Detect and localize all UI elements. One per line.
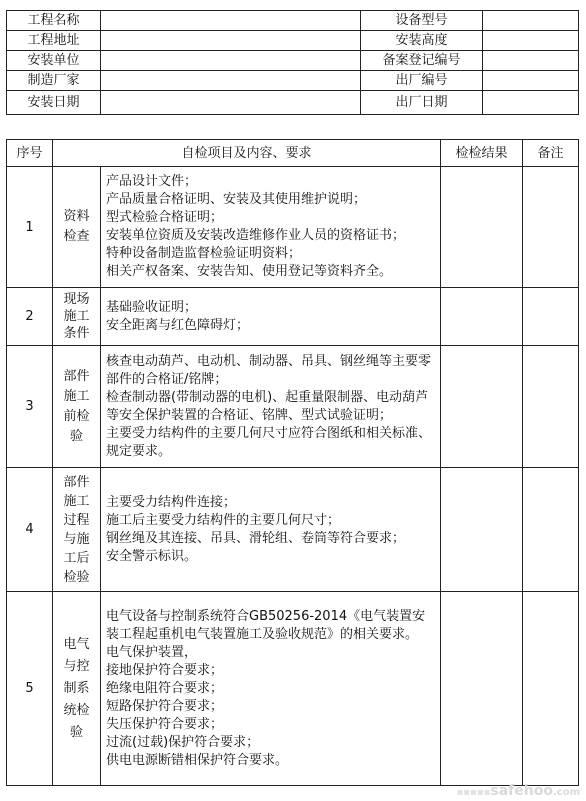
category-line: 验 — [69, 428, 83, 444]
equipment-model-label: 设备型号 — [361, 11, 483, 31]
equipment-model-value[interactable] — [483, 11, 579, 31]
category-line: 制系 — [63, 680, 90, 696]
install-unit-label: 安装单位 — [7, 51, 101, 71]
row-content — [101, 592, 441, 786]
row-category — [53, 167, 101, 288]
row-content — [101, 346, 441, 468]
header-row — [7, 31, 579, 51]
content-line: 特种设备制造监督检验证明资料； — [106, 246, 302, 261]
content-line: 钢丝绳及其连接、吊具、滑轮组、卷筒等符合要求； — [106, 530, 406, 546]
header-table — [6, 10, 579, 115]
col-result-header: 检检结果 — [441, 140, 523, 167]
row-result-cell[interactable] — [441, 468, 523, 592]
row-seq: 5 — [7, 592, 53, 786]
watermark-text: safehoo — [490, 783, 553, 799]
registration-number-value[interactable] — [483, 51, 579, 71]
install-unit-value[interactable] — [101, 51, 361, 71]
category-line: 施工 — [63, 309, 90, 324]
col-seq-header: 序号 — [7, 140, 53, 167]
factory-date-value[interactable] — [483, 91, 579, 115]
category-line: 资料 — [63, 209, 90, 224]
content-line: 主要受力结构件的主要几何尺寸应符合图纸和相关标准、规定要求。 — [106, 425, 432, 459]
content-line: 绝缘电阻符合要求； — [106, 680, 224, 696]
row-seq: 4 — [7, 468, 53, 592]
content-line: 短路保护符合要求； — [106, 698, 224, 714]
row-content — [101, 288, 441, 346]
content-line: 核查电动葫芦、电动机、制动器、吊具、钢丝绳等主要零部件的合格证/铭牌； — [106, 353, 432, 387]
category-line: 部件 — [63, 368, 90, 384]
factory-date-label: 出厂日期 — [361, 91, 483, 115]
factory-number-label: 出厂编号 — [361, 71, 483, 91]
category-line: 施工 — [63, 493, 90, 509]
inspection-table — [6, 139, 579, 786]
watermark-logo — [457, 783, 581, 799]
install-height-label: 安装高度 — [361, 31, 483, 51]
project-address-label: 工程地址 — [7, 31, 101, 51]
category-line: 条件 — [63, 326, 90, 341]
category-line: 部件 — [63, 474, 90, 490]
install-height-value[interactable] — [483, 31, 579, 51]
watermark-suffix: .com — [552, 787, 580, 798]
content-line: 接地保护符合要求； — [106, 662, 224, 678]
registration-number-label: 备案登记编号 — [361, 51, 483, 71]
col-item-header: 自检项目及内容、要求 — [53, 140, 441, 167]
row-seq: 2 — [7, 288, 53, 346]
row-note-cell[interactable] — [523, 592, 579, 786]
row-note-cell[interactable] — [523, 167, 579, 288]
category-line: 工后 — [63, 550, 90, 566]
row-note-cell[interactable] — [523, 346, 579, 468]
content-line: 检查制动器(带制动器的电机)、起重量限制器、电动葫芦等安全保护装置的合格证、铭牌、型式试验证明； — [106, 389, 429, 423]
project-name-value[interactable] — [101, 11, 361, 31]
project-name-label: 工程名称 — [7, 11, 101, 31]
header-row — [7, 11, 579, 31]
category-line: 统检 — [63, 702, 90, 718]
content-line: 失压保护符合要求； — [106, 716, 224, 732]
watermark-dots: ▪▪▪▪▪ — [456, 787, 491, 798]
content-line: 产品质量合格证明、安装及其使用维护说明； — [106, 192, 367, 207]
manufacturer-value[interactable] — [101, 71, 361, 91]
category-line: 前检 — [63, 408, 90, 424]
header-row — [7, 71, 579, 91]
header-row — [7, 51, 579, 71]
content-line: 施工后主要受力结构件的主要几何尺寸； — [106, 512, 341, 528]
category-line: 现场 — [63, 292, 90, 307]
factory-number-value[interactable] — [483, 71, 579, 91]
row-category — [53, 346, 101, 468]
install-date-label: 安装日期 — [7, 91, 101, 115]
content-line: 相关产权备案、安装告知、使用登记等资料齐全。 — [106, 264, 393, 279]
content-line: 供电电源断错相保护符合要求。 — [106, 752, 289, 768]
category-line: 与施 — [63, 531, 90, 547]
table-row — [7, 167, 579, 288]
table-row — [7, 288, 579, 346]
content-line: 主要受力结构件连接； — [106, 494, 237, 510]
content-line: 型式检验合格证明； — [106, 210, 224, 225]
header-row — [7, 91, 579, 115]
category-line: 过程 — [63, 512, 90, 528]
content-line: 电气设备与控制系统符合GB50256-2014《电气装置安装工程起重机电气装置施工及验收规范》的相关要求。 — [106, 608, 426, 642]
category-line: 验 — [69, 724, 83, 740]
row-result-cell[interactable] — [441, 288, 523, 346]
row-content — [101, 468, 441, 592]
category-line: 检验 — [63, 569, 90, 585]
row-result-cell[interactable] — [441, 167, 523, 288]
content-line: 安全距离与红色障碍灯； — [106, 317, 250, 333]
category-line: 电气 — [63, 636, 90, 652]
row-content — [101, 167, 441, 288]
category-line: 与控 — [63, 658, 90, 674]
row-note-cell[interactable] — [523, 288, 579, 346]
row-seq: 3 — [7, 346, 53, 468]
manufacturer-label: 制造厂家 — [7, 71, 101, 91]
install-date-value[interactable] — [101, 91, 361, 115]
col-note-header: 备注 — [523, 140, 579, 167]
table-row — [7, 468, 579, 592]
row-note-cell[interactable] — [523, 468, 579, 592]
content-line: 安全警示标识。 — [106, 548, 198, 564]
column-header-row — [7, 140, 579, 167]
row-result-cell[interactable] — [441, 592, 523, 786]
row-result-cell[interactable] — [441, 346, 523, 468]
category-line: 施工 — [63, 388, 90, 404]
project-address-value[interactable] — [101, 31, 361, 51]
row-seq: 1 — [7, 167, 53, 288]
content-line: 安装单位资质及安装改造维修作业人员的资格证书； — [106, 228, 406, 243]
content-line: 电气保护装置， — [106, 644, 198, 660]
row-category — [53, 288, 101, 346]
row-category — [53, 468, 101, 592]
content-line: 基础验收证明； — [106, 299, 198, 315]
table-row — [7, 346, 579, 468]
category-line: 检查 — [63, 229, 90, 244]
content-line: 产品设计文件； — [106, 174, 198, 189]
content-line: 过流(过载)保护符合要求； — [106, 734, 260, 750]
table-row — [7, 592, 579, 786]
row-category — [53, 592, 101, 786]
